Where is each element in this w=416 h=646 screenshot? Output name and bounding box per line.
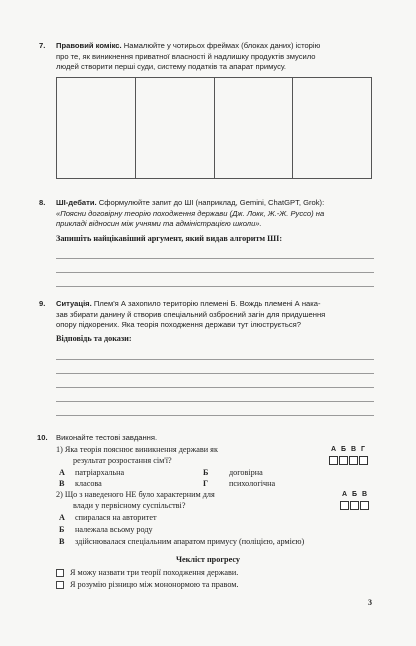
- answer-grid-label-2: В: [362, 491, 368, 498]
- answer-line[interactable]: [56, 272, 374, 273]
- task-text-line: людей створити перші суди, систему податків та апарат примусу.: [56, 62, 287, 72]
- answer-cell[interactable]: [350, 501, 359, 510]
- comic-frame-1[interactable]: [57, 78, 136, 178]
- answer-cell[interactable]: [360, 501, 369, 510]
- option-letter: Б: [59, 525, 65, 534]
- answer-grid-label-1: Б: [341, 446, 347, 453]
- task-text-line: опору підкорених. Яка теорія походження держави тут ілюструється?: [56, 320, 301, 330]
- comic-frames: [56, 77, 372, 179]
- question-2-cont: влади у первісному суспільстві?: [73, 501, 186, 510]
- task-text-line: Сформулюйте запит до ШІ (наприклад, Gemini, ChatGPT, Grok):: [98, 198, 325, 207]
- question-1-cont: результат розростання сім'ї?: [73, 456, 172, 465]
- answer-grid-label-1: А: [331, 446, 337, 453]
- answer-grid-label-2: Б: [352, 491, 358, 498]
- answer-grid-label-1: В: [351, 446, 357, 453]
- task-text-line: Намалюйте у чотирьох фреймах (блоках даних) історію: [123, 41, 321, 50]
- answer-heading: Запишіть найцікавіший аргумент, який видав алгоритм ШІ:: [56, 233, 283, 243]
- checkbox[interactable]: [56, 569, 64, 577]
- task-number: 9.: [39, 299, 46, 308]
- comic-frame-4[interactable]: [293, 78, 371, 178]
- task-intro: Виконайте тестові завдання.: [56, 433, 158, 442]
- ai-prompt-line: прикладі відносин між учнями та адміністрацією школи».: [56, 219, 262, 229]
- checklist-item: Я розумію різницю між мононормою та правом.: [70, 580, 239, 589]
- task-number: 8.: [39, 198, 46, 207]
- answer-line[interactable]: [56, 359, 374, 360]
- option-text[interactable]: договірна: [229, 468, 263, 477]
- answer-cell[interactable]: [359, 456, 368, 465]
- option-text[interactable]: психологічна: [229, 479, 276, 488]
- task-text-line: зав збирати данину й створив спеціальний озброєний загін для придушення: [56, 309, 326, 319]
- option-text[interactable]: патріархальна: [75, 468, 125, 477]
- answer-heading: Відповідь та докази:: [56, 333, 132, 343]
- question-text: 2) Що з наведеного НЕ було характерним для: [56, 490, 215, 499]
- answer-line[interactable]: [56, 373, 374, 374]
- task-8: [39, 198, 375, 244]
- answer-line[interactable]: [56, 415, 374, 416]
- question-1: [56, 445, 218, 456]
- comic-frame-3[interactable]: [215, 78, 294, 178]
- task-title: ШІ-дебати.: [56, 198, 97, 207]
- question-text: 1) Яка теорія пояснює виникнення держави як: [56, 445, 218, 454]
- answer-line[interactable]: [56, 401, 374, 402]
- answer-cell[interactable]: [340, 501, 349, 510]
- option-letter: Г: [203, 479, 209, 488]
- question-2: [56, 490, 215, 501]
- ai-prompt-line: «Поясни договірну теорію походження держави (Дж. Локк, Ж.-Ж. Руссо) на: [56, 208, 325, 218]
- option-letter: Б: [203, 468, 209, 477]
- option-letter: А: [59, 468, 65, 477]
- answer-cell[interactable]: [339, 456, 348, 465]
- answer-line[interactable]: [56, 286, 374, 287]
- task-title: Правовий комікс.: [56, 41, 122, 50]
- checklist-title: Чекліст прогресу: [176, 555, 240, 564]
- option-text[interactable]: класова: [75, 479, 102, 488]
- answer-grid-label-1: Г: [361, 446, 365, 453]
- task-text-line: Плем'я А захопило територію племені Б. Вождь племені А нака-: [93, 299, 321, 308]
- task-10: [39, 433, 375, 444]
- checklist-item: Я можу назвати три теорії походження держави.: [70, 568, 239, 577]
- answer-line[interactable]: [56, 387, 374, 388]
- option-letter: В: [59, 537, 65, 546]
- task-title: Ситуація.: [56, 299, 92, 308]
- task-text: [56, 198, 375, 230]
- task-9: [39, 299, 375, 344]
- task-number: 7.: [39, 41, 46, 50]
- task-text: [56, 299, 375, 331]
- option-letter: В: [59, 479, 65, 488]
- comic-frame-2[interactable]: [136, 78, 215, 178]
- task-text-line: про те, як виникнення приватної власності й надлишку продуктів змусило: [56, 51, 316, 61]
- checkbox[interactable]: [56, 581, 64, 589]
- answer-cell[interactable]: [329, 456, 338, 465]
- answer-line[interactable]: [56, 258, 374, 259]
- option-text[interactable]: спиралася на авторитет: [75, 513, 157, 522]
- option-text[interactable]: здійснювалася спеціальним апаратом примусу (поліцією, армією): [75, 537, 305, 546]
- page-number: 3: [368, 598, 372, 607]
- task-text: [56, 41, 375, 73]
- option-text[interactable]: належала всьому роду: [75, 525, 153, 534]
- answer-cell[interactable]: [349, 456, 358, 465]
- task-number: 10.: [37, 433, 48, 442]
- option-letter: А: [59, 513, 65, 522]
- task-7: [39, 41, 375, 73]
- answer-grid-label-2: А: [342, 491, 348, 498]
